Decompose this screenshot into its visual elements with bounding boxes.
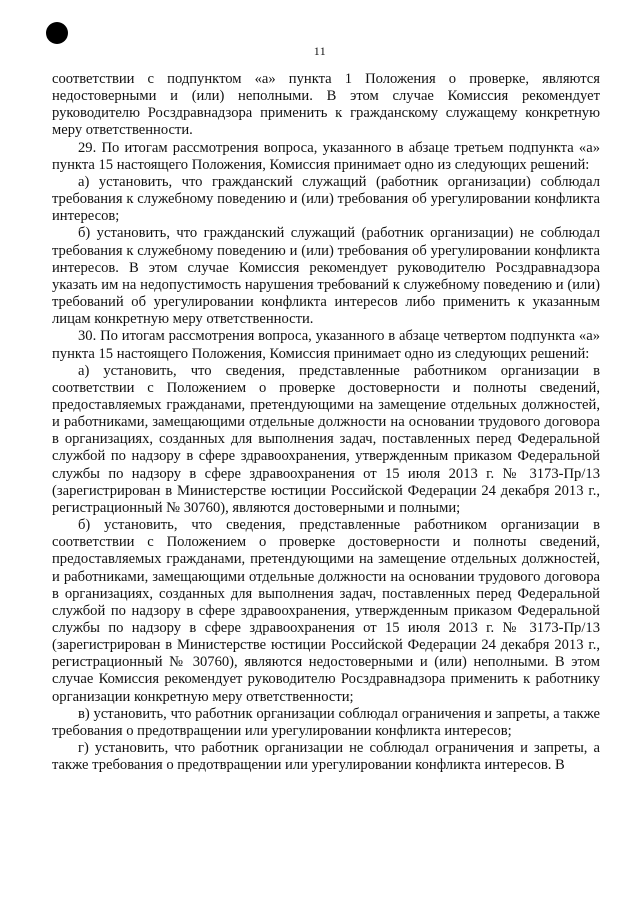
paragraph-29-a: а) установить, что гражданский служащий (работник организации) соблюдал требования к служебному поведению и (или) требования об урегулировании конфликта интересов; [52,173,600,225]
punch-hole-mark [46,22,68,44]
document-text [52,71,600,774]
paragraph-30-v: в) установить, что работник организации соблюдал ограничения и запреты, а также требования о предотвращении или урегулировании конфликта интересов; [52,705,600,739]
paragraph-continuation: соответствии с подпунктом «а» пункта 1 Положения о проверке, являются недостоверными и (или) неполными. В этом случае Комиссия рекомендует руководителю Росздравнадзора применить к гражданскому служащему конкретную меру ответственности. [52,71,600,139]
paragraph-30-a: а) установить, что сведения, представленные работником организации в соответствии с Положением о проверке достоверности и полноты сведений, предоставляемых гражданами, претендующими на замещение отдельных должностей, и работниками, замещающими отдельные должности на основании трудового договора в организациях, созданных для выполнения задач, поставленных перед Федеральной службой по надзору в сфере здравоохранения, утвержденным приказом Федеральной службы по надзору в сфере здравоохранения от 15 июля 2013 г. № 3173-Пр/13 (зарегистрирован в Министерстве юстиции Российской Федерации 24 декабря 2013 г., регистрационный № 30760), являются достоверными и полными; [52,362,600,516]
page-number: 11 [313,44,327,58]
paragraph-30-g: г) установить, что работник организации не соблюдал ограничения и запреты, а также требования о предотвращении или урегулировании конфликта интересов. В [52,740,600,774]
paragraph-item-29: 29. По итогам рассмотрения вопроса, указанного в абзаце третьем подпункта «а» пункта 15 настоящего Положения, Комиссия принимает одно из следующих решений: [52,139,600,173]
paragraph-30-b: б) установить, что сведения, представленные работником организации в соответствии с Положением о проверке достоверности и полноты сведений, предоставляемых гражданами, претендующими на замещение отдельных должностей, и работниками, замещающими отдельные должности на основании трудового договора в организациях, созданных для выполнения задач, поставленных перед Федеральной службой по надзору в сфере здравоохранения, утвержденным приказом Федеральной службы по надзору в сфере здравоохранения от 15 июля 2013 г. № 3173-Пр/13 (зарегистрирован в Министерстве юстиции Российской Федерации 24 декабря 2013 г., регистрационный № 30760), являются недостоверными и (или) неполными. В этом случае Комиссия рекомендует руководителю Росздравнадзора применить к работнику организации конкретную меру ответственности; [52,517,600,705]
paragraph-item-30: 30. По итогам рассмотрения вопроса, указанного в абзаце четвертом подпункта «а» пункта 15 настоящего Положения, Комиссия принимает одно из следующих решений: [52,328,600,362]
paragraph-29-b: б) установить, что гражданский служащий (работник организации) не соблюдал требования к служебному поведению и (или) требования об урегулировании конфликта интересов. В этом случае Комиссия рекомендует руководителю Росздравнадзора указать им на недопустимость нарушения требований к служебному поведению и (или) требований об урегулировании конфликта интересов либо применить к указанным лицам конкретную меру ответственности. [52,225,600,328]
